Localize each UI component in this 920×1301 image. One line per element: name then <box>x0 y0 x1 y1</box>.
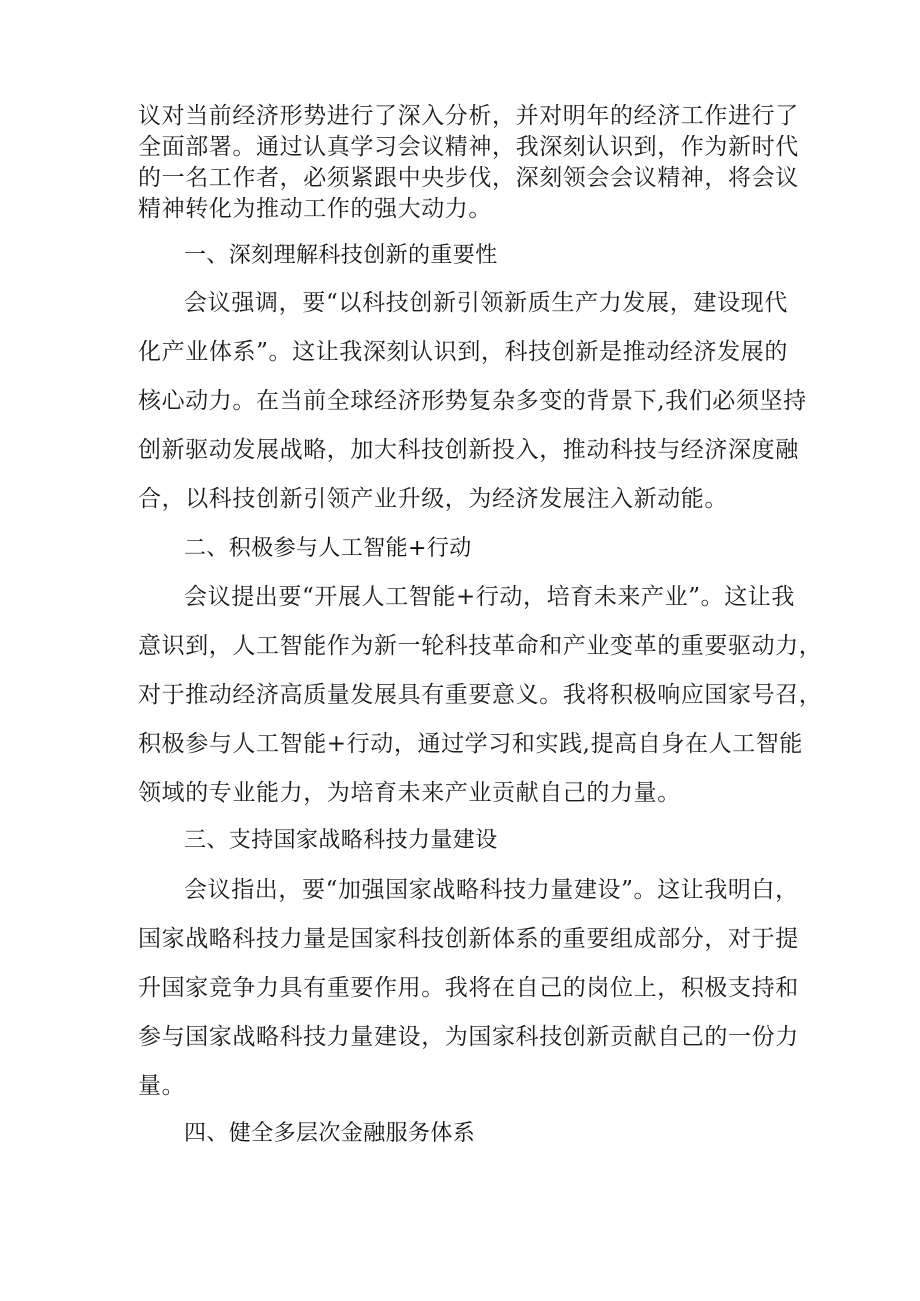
intro-line: 全面部署。通过认真学习会议精神，我深刻认识到，作为新时代 <box>138 134 799 160</box>
paragraph-line: 意识到，人工智能作为新一轮科技革命和产业变革的重要驱动力， <box>138 633 823 659</box>
paragraph-line: 会议强调，要“以科技创新引领新质生产力发展，建设现代 <box>184 290 788 316</box>
section-heading: 二、积极参与人工智能+行动 <box>184 536 472 561</box>
paragraph-line: 参与国家战略科技力量建设，为国家科技创新贡献自己的一份力 <box>138 1024 799 1050</box>
paragraph-line: 对于推动经济高质量发展具有重要意义。我将积极响应国家号召， <box>138 682 823 708</box>
paragraph-line: 升国家竞争力具有重要作用。我将在自己的岗位上，积极支持和 <box>138 975 799 1001</box>
section-heading: 四、健全多层次金融服务体系 <box>184 1121 476 1146</box>
paragraph-line: 核心动力。在当前全球经济形势复杂多变的背景下,我们必须坚持 <box>138 388 807 414</box>
section-heading: 三、支持国家战略科技力量建设 <box>184 828 498 853</box>
paragraph-line: 会议提出要“开展人工智能+行动，培育未来产业”。这让我 <box>184 584 795 610</box>
intro-line: 的一名工作者，必须紧跟中央步伐，深刻领会会议精神，将会议 <box>138 165 799 191</box>
intro-line: 议对当前经济形势进行了深入分析，并对明年的经济工作进行了 <box>138 103 799 129</box>
paragraph-line: 国家战略科技力量是国家科技创新体系的重要组成部分，对于提 <box>138 926 799 952</box>
section-heading: 一、深刻理解科技创新的重要性 <box>184 243 498 268</box>
paragraph-line: 合，以科技创新引领产业升级，为经济发展注入新动能。 <box>138 486 728 512</box>
paragraph-line: 创新驱动发展战略，加大科技创新投入，推动科技与经济深度融 <box>138 437 799 463</box>
paragraph-line: 化产业体系”。这让我深刻认识到，科技创新是推动经济发展的 <box>138 339 788 365</box>
paragraph-line: 领域的专业能力，为培育未来产业贡献自己的力量。 <box>138 780 681 806</box>
paragraph-line: 量。 <box>138 1073 186 1099</box>
intro-line: 精神转化为推动工作的强大动力。 <box>138 196 492 222</box>
paragraph-line: 会议指出，要“加强国家战略科技力量建设”。这让我明白， <box>184 877 799 903</box>
paragraph-line: 积极参与人工智能+行动，通过学习和实践,提高自身在人工智能 <box>138 731 803 757</box>
